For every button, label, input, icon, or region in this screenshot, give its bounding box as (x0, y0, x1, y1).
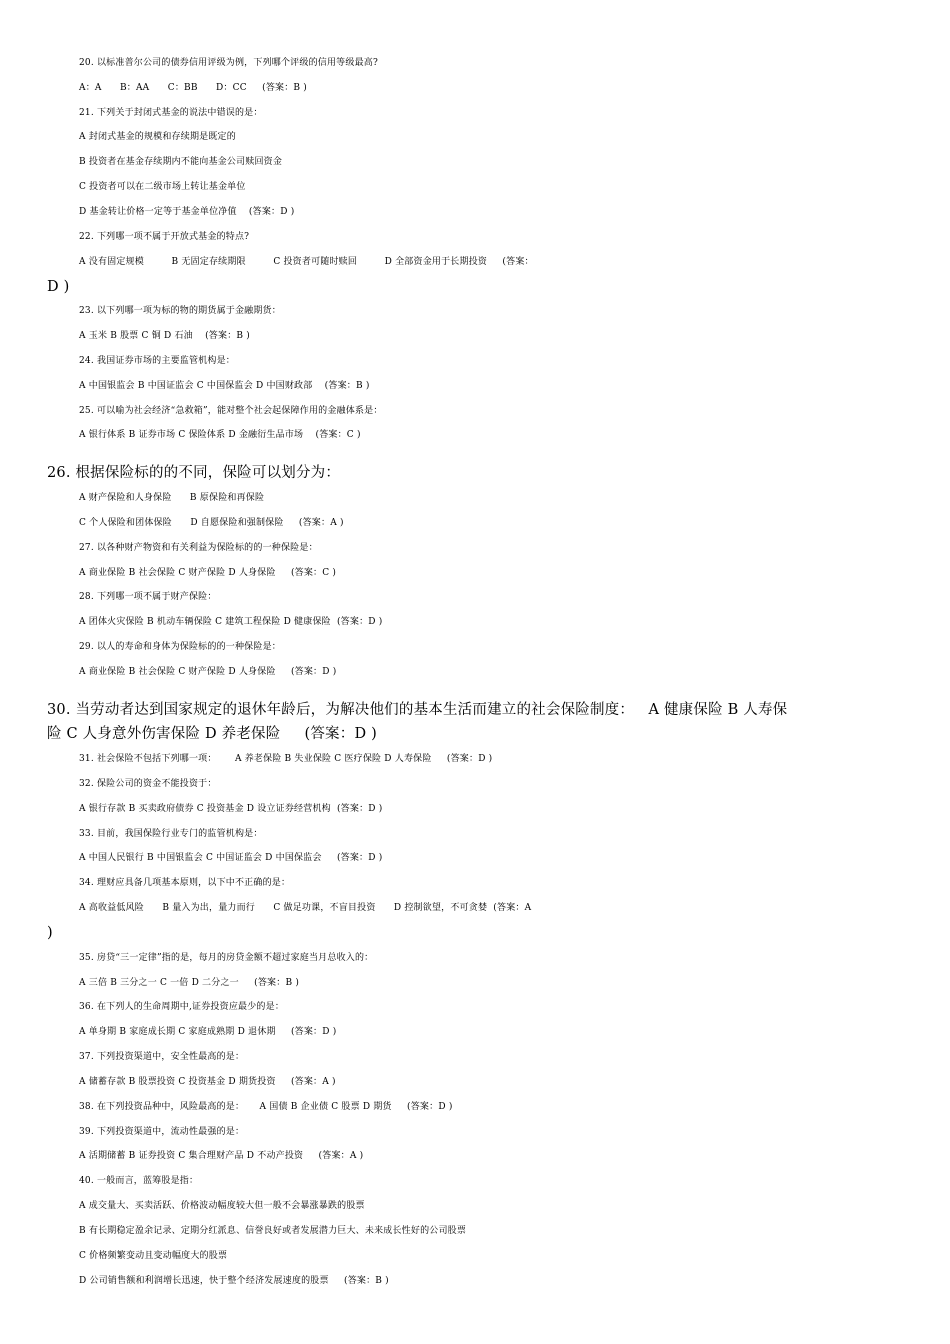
option-40-d: D 公司销售额和利润增长迅速，快于整个经济发展速度的股票 (答案：B ) (79, 1276, 389, 1286)
options-22: A 没有固定规模 B 无固定存续期限 C 投资者可随时赎回 D 全部资金用于长期投资 (答案： (79, 257, 534, 267)
question-20: 20. 以标准普尔公司的债券信用评级为例，下列哪个评级的信用等级最高? (79, 58, 379, 68)
question-38: 38. 在下列投资品种中，风险最高的是： A 国债 B 企业债 C 股票 D 期货 (答案：D ) (79, 1102, 453, 1112)
question-39: 39. 下列投资渠道中，流动性最强的是： (79, 1127, 245, 1137)
option-21-a: A 封闭式基金的规模和存续期是既定的 (79, 132, 236, 142)
options-25: A 银行体系 B 证券市场 C 保险体系 D 金融衍生品市场 (答案：C ) (79, 430, 361, 440)
option-40-c: C 价格频繁变动且变动幅度大的股票 (79, 1251, 228, 1261)
question-31: 31. 社会保险不包括下列哪一项： A 养老保险 B 失业保险 C 医疗保险 D 人寿保险 (答案：D ) (79, 754, 493, 764)
question-27: 27. 以各种财产物资和有关利益为保险标的的一种保险是： (79, 543, 318, 553)
options-26-ab: A 财产保险和人身保险 B 原保险和再保险 (79, 493, 265, 503)
option-21-c: C 投资者可以在二级市场上转让基金单位 (79, 182, 246, 192)
question-40: 40. 一般而言，蓝筹股是指： (79, 1176, 199, 1186)
question-37: 37. 下列投资渠道中，安全性最高的是： (79, 1052, 245, 1062)
option-40-a: A 成交量大、买卖活跃、价格波动幅度较大但一般不会暴涨暴跌的股票 (79, 1201, 365, 1211)
question-22: 22. 下列哪一项不属于开放式基金的特点? (79, 232, 250, 242)
question-33: 33. 目前，我国保险行业专门的监管机构是： (79, 829, 263, 839)
options-20: A：A B：AA C：BB D：CC (答案：B ) (79, 83, 308, 93)
options-34: A 高收益低风险 B 量入为出，量力而行 C 做足功课，不盲目投资 D 控制欲望，不可贪婪 (答案：A (79, 903, 532, 913)
option-40-b: B 有长期稳定盈余记录、定期分红派息、信誉良好或者发展潜力巨大、未来成长性好的公司股票 (79, 1226, 467, 1236)
question-34: 34. 理财应具备几项基本原则，以下中不正确的是： (79, 878, 291, 888)
question-35: 35. 房贷“三一定律”指的是，每月的房贷金额不超过家庭当月总收入的： (79, 953, 374, 963)
options-37: A 储蓄存款 B 股票投资 C 投资基金 D 期货投资 (答案：A ) (79, 1077, 336, 1087)
option-21-b: B 投资者在基金存续期内不能向基金公司赎回资金 (79, 157, 283, 167)
question-30: 30. 当劳动者达到国家规定的退休年龄后，为解决他们的基本生活而建立的社会保险制度： A 健康保险 B 人寿保 (47, 702, 788, 718)
options-34-cont: ) (47, 925, 53, 941)
options-32: A 银行存款 B 买卖政府债券 C 投资基金 D 设立证券经营机构 (答案：D ) (79, 804, 383, 814)
question-21: 21. 下列关于封闭式基金的说法中错误的是： (79, 108, 263, 118)
question-25: 25. 可以喻为社会经济“急救箱”，能对整个社会起保障作用的金融体系是： (79, 406, 383, 416)
question-29: 29. 以人的寿命和身体为保险标的的一种保险是： (79, 642, 281, 652)
question-24: 24. 我国证券市场的主要监管机构是： (79, 356, 235, 366)
question-23: 23. 以下列哪一项为标的物的期货属于金融期货： (79, 306, 281, 316)
options-23: A 玉米 B 股票 C 铜 D 石油 (答案：B ) (79, 331, 250, 341)
options-29: A 商业保险 B 社会保险 C 财产保险 D 人身保险 (答案：D ) (79, 667, 337, 677)
question-26: 26. 根据保险标的的不同，保险可以划分为： (47, 465, 341, 481)
option-21-d: D 基金转让价格一定等于基金单位净值 (答案：D ) (79, 207, 295, 217)
options-26-cd: C 个人保险和团体保险 D 自愿保险和强制保险 (答案：A ) (79, 518, 344, 528)
options-35: A 三倍 B 三分之一 C 一倍 D 二分之一 (答案：B ) (79, 978, 300, 988)
question-32: 32. 保险公司的资金不能投资于： (79, 779, 217, 789)
options-27: A 商业保险 B 社会保险 C 财产保险 D 人身保险 (答案：C ) (79, 568, 337, 578)
options-36: A 单身期 B 家庭成长期 C 家庭成熟期 D 退休期 (答案：D ) (79, 1027, 337, 1037)
question-36: 36. 在下列人的生命周期中,证券投资应最少的是： (79, 1002, 285, 1012)
options-22-cont: D ) (47, 279, 70, 295)
options-39: A 活期储蓄 B 证券投资 C 集合理财产品 D 不动产投资 (答案：A ) (79, 1151, 364, 1161)
options-24: A 中国银监会 B 中国证监会 C 中国保监会 D 中国财政部 (答案：B ) (79, 381, 370, 391)
question-28: 28. 下列哪一项不属于财产保险： (79, 592, 217, 602)
question-30-cont: 险 C 人身意外伤害保险 D 养老保险 (答案：D ) (47, 726, 377, 742)
options-33: A 中国人民银行 B 中国银监会 C 中国证监会 D 中国保监会 (答案：D ) (79, 853, 383, 863)
options-28: A 团体火灾保险 B 机动车辆保险 C 建筑工程保险 D 健康保险 (答案：D ) (79, 617, 383, 627)
